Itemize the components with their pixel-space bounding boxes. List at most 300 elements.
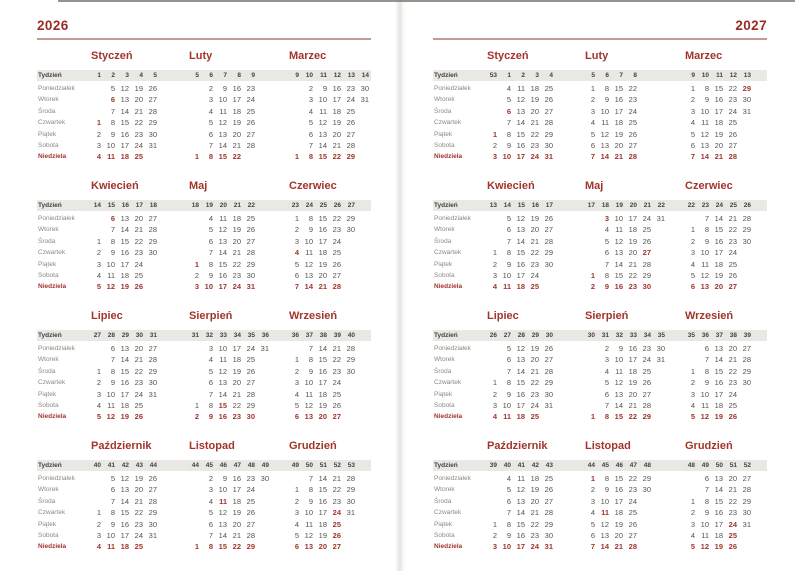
day-number-cell: 24 <box>134 389 143 399</box>
day-number-cell: 14 <box>516 508 525 518</box>
day-number-cell: 22 <box>628 412 637 422</box>
day-number-cell: 12 <box>218 118 227 128</box>
day-number-cell: 17 <box>714 389 723 399</box>
day-number-cell: 5 <box>690 542 695 552</box>
week-number-cell: 25 <box>319 202 327 209</box>
day-number-cell: 25 <box>332 248 341 258</box>
day-number-cell: 18 <box>232 106 241 116</box>
day-number-cell: 2 <box>590 282 595 292</box>
day-number-cell: 11 <box>305 389 313 399</box>
day-number-cell: 6 <box>704 474 709 483</box>
day-number-cell: 30 <box>260 474 269 483</box>
day-number-cell: 3 <box>690 519 695 529</box>
day-number-cell: 9 <box>110 248 115 258</box>
week-number-cell: 19 <box>615 202 623 209</box>
day-number-cell: 12 <box>218 508 227 518</box>
day-number-cell: 11 <box>517 84 525 93</box>
day-number-cell: 29 <box>148 366 157 376</box>
day-number-cell: 29 <box>346 214 355 223</box>
day-number-cell: 6 <box>506 355 511 365</box>
day-number-cell: 10 <box>304 236 313 246</box>
day-number-cell: 16 <box>318 366 327 376</box>
day-number-cell: 20 <box>318 542 327 552</box>
day-number-cell: 17 <box>120 141 129 150</box>
day-number-cell: 3 <box>604 355 609 365</box>
day-number-cell: 18 <box>332 106 341 116</box>
day-number-cell: 10 <box>700 519 709 529</box>
day-number-cell: 26 <box>544 344 553 353</box>
day-number-cell: 29 <box>246 542 255 552</box>
week-number-cell: 11 <box>320 72 327 79</box>
day-row-label: Sobota <box>434 142 455 149</box>
week-number-cell: 37 <box>305 332 313 339</box>
day-number-cell: 27 <box>246 519 255 529</box>
day-number-cell: 10 <box>318 95 327 105</box>
day-row <box>37 343 371 354</box>
day-number-cell: 12 <box>700 271 709 280</box>
day-number-cell: 15 <box>614 412 623 422</box>
day-number-cell: 5 <box>308 118 313 128</box>
day-number-cell: 11 <box>701 118 709 128</box>
day-number-cell: 17 <box>232 344 241 353</box>
week-number-cell: 16 <box>531 202 539 209</box>
month-title: Czerwiec <box>685 180 733 192</box>
week-number-cell: 46 <box>615 462 623 469</box>
day-number-cell: 27 <box>148 95 157 105</box>
month-title: Luty <box>189 50 213 62</box>
day-number-cell: 23 <box>134 129 143 139</box>
day-number-cell: 8 <box>208 542 213 552</box>
day-number-cell: 13 <box>218 378 227 388</box>
day-number-cell: 19 <box>120 282 129 292</box>
week-number-cell: 50 <box>305 462 313 469</box>
day-number-cell: 28 <box>628 152 637 162</box>
day-number-cell: 12 <box>516 344 525 353</box>
day-number-cell: 31 <box>742 519 751 529</box>
day-number-cell: 7 <box>110 355 115 365</box>
day-number-cell: 2 <box>492 259 497 269</box>
week-number-cell: 8 <box>633 72 637 79</box>
year-label: 2027 <box>735 18 767 33</box>
day-number-cell: 9 <box>322 84 327 93</box>
day-number-cell: 29 <box>148 118 157 128</box>
day-number-cell: 5 <box>690 271 695 280</box>
day-number-cell: 14 <box>218 389 227 399</box>
day-number-cell: 1 <box>492 378 497 388</box>
day-row-label: Środa <box>38 367 56 375</box>
day-number-cell: 16 <box>714 236 723 246</box>
day-number-cell: 27 <box>346 129 355 139</box>
day-number-cell: 8 <box>308 152 313 162</box>
day-number-cell: 6 <box>308 129 313 139</box>
day-number-cell: 29 <box>742 366 751 376</box>
day-number-cell: 4 <box>294 389 299 399</box>
day-number-cell: 10 <box>106 531 115 540</box>
week-number-cell: 18 <box>601 202 609 209</box>
day-number-cell: 29 <box>642 271 651 280</box>
day-number-cell: 24 <box>628 496 637 506</box>
day-number-cell: 8 <box>208 152 213 162</box>
week-number-cell: 13 <box>743 72 751 79</box>
day-row-label: Sobota <box>38 142 59 149</box>
week-number-cell: 42 <box>121 462 129 469</box>
day-number-cell: 3 <box>208 95 213 105</box>
day-number-cell: 17 <box>614 106 623 116</box>
day-row-label: Niedziela <box>434 413 463 421</box>
day-number-cell: 28 <box>742 485 751 495</box>
day-number-cell: 5 <box>690 129 695 139</box>
week-number-cell: 49 <box>261 462 269 469</box>
day-number-cell: 8 <box>604 84 609 93</box>
day-number-cell: 23 <box>246 84 255 93</box>
day-row-label: Czwartek <box>38 509 66 517</box>
day-number-cell: 17 <box>714 519 723 529</box>
day-number-cell: 31 <box>346 508 355 518</box>
day-number-cell: 11 <box>305 519 313 529</box>
day-number-cell: 29 <box>642 474 651 483</box>
day-number-cell: 23 <box>728 95 737 105</box>
day-number-cell: 14 <box>714 485 723 495</box>
day-row <box>37 541 371 552</box>
day-number-cell: 2 <box>96 519 101 529</box>
day-number-cell: 27 <box>544 106 553 116</box>
day-number-cell: 23 <box>232 271 241 280</box>
day-row-label: Wtorek <box>434 356 455 364</box>
day-number-cell: 29 <box>742 225 751 235</box>
day-number-cell: 18 <box>232 355 241 365</box>
day-row-label: Czwartek <box>434 509 462 517</box>
day-number-cell: 24 <box>246 485 255 495</box>
day-number-cell: 30 <box>544 389 553 399</box>
day-number-cell: 16 <box>614 282 623 292</box>
day-number-cell: 16 <box>516 389 525 399</box>
day-number-cell: 6 <box>690 282 695 292</box>
day-row-label: Poniedziałek <box>434 85 471 92</box>
day-row-label: Piątek <box>38 520 57 528</box>
day-number-cell: 15 <box>714 84 723 93</box>
day-number-cell: 19 <box>530 214 539 223</box>
day-number-cell: 3 <box>208 344 213 353</box>
day-row-label: Czwartek <box>38 119 66 127</box>
day-number-cell: 17 <box>120 389 129 399</box>
day-number-cell: 7 <box>110 496 115 506</box>
day-number-cell: 30 <box>742 95 751 105</box>
day-number-cell: 18 <box>614 118 623 128</box>
day-row <box>433 366 767 377</box>
day-row <box>37 400 371 411</box>
day-row-label: Poniedziałek <box>434 215 471 222</box>
day-number-cell: 28 <box>346 344 355 353</box>
month-title: Luty <box>585 50 609 62</box>
month-band <box>433 48 767 166</box>
day-number-cell: 15 <box>318 355 327 365</box>
day-number-cell: 13 <box>304 542 313 552</box>
day-number-cell: 19 <box>318 531 327 540</box>
day-number-cell: 4 <box>506 474 511 483</box>
week-number-bar <box>37 200 371 211</box>
day-number-cell: 21 <box>134 496 143 506</box>
day-row-label: Wtorek <box>434 486 455 494</box>
week-number-cell: 48 <box>247 462 255 469</box>
day-number-cell: 8 <box>506 248 511 258</box>
day-number-cell: 26 <box>642 236 651 246</box>
day-row-label: Piątek <box>434 130 453 138</box>
day-number-cell: 29 <box>642 412 651 422</box>
day-number-cell: 6 <box>110 214 115 223</box>
day-number-cell: 23 <box>346 84 355 93</box>
day-number-cell: 28 <box>346 474 355 483</box>
day-number-cell: 14 <box>218 141 227 150</box>
day-number-cell: 25 <box>642 225 651 235</box>
day-number-cell: 18 <box>628 366 637 376</box>
day-number-cell: 3 <box>294 378 299 388</box>
day-number-cell: 13 <box>120 214 129 223</box>
week-number-cell: 32 <box>205 332 213 339</box>
day-number-cell: 1 <box>492 248 497 258</box>
day-number-cell: 23 <box>628 485 637 495</box>
day-number-cell: 14 <box>218 248 227 258</box>
day-row-label: Sobota <box>434 272 455 279</box>
week-number-cell: 36 <box>701 332 709 339</box>
week-row-label: Tydzień <box>38 462 62 469</box>
day-number-cell: 15 <box>714 366 723 376</box>
day-number-cell: 23 <box>642 344 651 353</box>
day-number-cell: 12 <box>106 412 115 422</box>
day-number-cell: 10 <box>502 271 511 280</box>
day-number-cell: 21 <box>232 389 241 399</box>
month-title: Lipiec <box>91 310 123 322</box>
day-number-cell: 21 <box>530 236 539 246</box>
day-number-cell: 23 <box>628 95 637 105</box>
day-number-cell: 6 <box>506 106 511 116</box>
week-number-cell: 22 <box>657 202 665 209</box>
day-number-cell: 9 <box>110 129 115 139</box>
day-number-cell: 10 <box>218 95 227 105</box>
day-number-cell: 19 <box>614 129 623 139</box>
week-number-cell: 13 <box>347 72 355 79</box>
day-number-cell: 26 <box>544 485 553 495</box>
day-number-cell: 19 <box>714 129 723 139</box>
day-number-cell: 15 <box>120 366 129 376</box>
day-number-cell: 29 <box>742 84 751 93</box>
week-number-cell: 27 <box>347 202 355 209</box>
day-number-cell: 4 <box>208 214 213 223</box>
day-number-cell: 7 <box>110 106 115 116</box>
day-row-label: Niedziela <box>38 283 67 291</box>
day-number-cell: 26 <box>148 84 157 93</box>
day-number-cell: 8 <box>208 259 213 269</box>
day-number-cell: 1 <box>96 118 101 128</box>
day-row <box>37 389 371 400</box>
day-number-cell: 13 <box>600 141 609 150</box>
week-number-cell: 25 <box>729 202 737 209</box>
day-number-cell: 11 <box>615 225 623 235</box>
day-row <box>433 106 767 117</box>
day-number-cell: 16 <box>516 259 525 269</box>
day-number-cell: 19 <box>530 485 539 495</box>
day-number-cell: 26 <box>728 129 737 139</box>
day-number-cell: 5 <box>506 485 511 495</box>
day-number-cell: 6 <box>294 271 299 280</box>
week-number-cell: 3 <box>535 72 539 79</box>
day-number-cell: 3 <box>690 106 695 116</box>
day-row-label: Piątek <box>38 260 57 268</box>
day-row <box>433 247 767 258</box>
day-number-cell: 14 <box>318 474 327 483</box>
day-number-cell: 11 <box>701 259 709 269</box>
day-row-label: Sobota <box>434 532 455 539</box>
day-number-cell: 10 <box>304 378 313 388</box>
day-number-cell: 7 <box>294 282 299 292</box>
day-number-cell: 23 <box>530 141 539 150</box>
day-number-cell: 10 <box>600 106 609 116</box>
day-row <box>37 507 371 518</box>
day-number-cell: 13 <box>120 485 129 495</box>
day-number-cell: 9 <box>704 236 709 246</box>
day-number-cell: 4 <box>492 282 497 292</box>
day-number-cell: 8 <box>308 214 313 223</box>
week-row-label: Tydzień <box>38 72 62 79</box>
day-row <box>433 213 767 224</box>
day-number-cell: 4 <box>492 412 497 422</box>
day-number-cell: 6 <box>506 225 511 235</box>
day-number-cell: 2 <box>194 271 199 280</box>
day-number-cell: 16 <box>628 344 637 353</box>
day-number-cell: 9 <box>208 412 213 422</box>
day-number-cell: 10 <box>700 106 709 116</box>
day-number-cell: 26 <box>628 129 637 139</box>
day-number-cell: 27 <box>628 531 637 540</box>
week-number-cell: 33 <box>219 332 227 339</box>
day-number-cell: 2 <box>690 236 695 246</box>
day-number-cell: 13 <box>304 271 313 280</box>
day-number-cell: 22 <box>134 118 143 128</box>
week-number-cell: 15 <box>107 202 115 209</box>
day-number-cell: 31 <box>260 344 269 353</box>
month-title: Grudzień <box>685 440 733 452</box>
day-number-cell: 20 <box>232 519 241 529</box>
day-number-cell: 16 <box>232 84 241 93</box>
day-number-cell: 31 <box>148 141 157 150</box>
day-row-label: Niedziela <box>38 153 67 161</box>
week-row-label: Tydzień <box>434 332 458 339</box>
day-number-cell: 16 <box>318 225 327 235</box>
day-number-cell: 4 <box>506 84 511 93</box>
day-row-label: Niedziela <box>38 413 67 421</box>
day-number-cell: 21 <box>134 355 143 365</box>
day-number-cell: 19 <box>232 508 241 518</box>
day-number-cell: 4 <box>308 106 313 116</box>
week-number-cell: 30 <box>587 332 595 339</box>
day-number-cell: 15 <box>318 152 327 162</box>
day-row <box>433 354 767 365</box>
week-number-cell: 8 <box>237 72 241 79</box>
day-row-label: Piątek <box>434 260 453 268</box>
day-number-cell: 8 <box>308 355 313 365</box>
day-number-cell: 6 <box>208 236 213 246</box>
day-row <box>433 473 767 484</box>
day-number-cell: 13 <box>714 344 723 353</box>
day-number-cell: 1 <box>194 259 199 269</box>
day-number-cell: 11 <box>107 542 115 552</box>
day-number-cell: 12 <box>516 485 525 495</box>
day-number-cell: 16 <box>232 474 241 483</box>
day-number-cell: 11 <box>219 496 227 506</box>
month-title: Maj <box>189 180 208 192</box>
day-number-cell: 24 <box>134 141 143 150</box>
day-number-cell: 30 <box>148 248 157 258</box>
day-number-cell: 9 <box>604 485 609 495</box>
day-number-cell: 14 <box>516 236 525 246</box>
day-number-cell: 15 <box>516 378 525 388</box>
day-number-cell: 18 <box>516 412 525 422</box>
day-number-cell: 26 <box>628 519 637 529</box>
day-number-cell: 3 <box>690 389 695 399</box>
day-number-cell: 12 <box>218 225 227 235</box>
day-number-cell: 13 <box>516 225 525 235</box>
week-row-label: Tydzień <box>38 202 62 209</box>
day-number-cell: 30 <box>360 84 369 93</box>
day-number-cell: 8 <box>506 129 511 139</box>
day-number-cell: 3 <box>96 141 101 150</box>
day-number-cell: 4 <box>590 508 595 518</box>
week-number-cell: 7 <box>223 72 227 79</box>
day-number-cell: 15 <box>714 225 723 235</box>
month-title: Styczeń <box>487 50 529 62</box>
day-number-cell: 13 <box>614 248 623 258</box>
week-number-cell: 53 <box>489 72 497 79</box>
day-number-cell: 29 <box>246 401 255 410</box>
day-number-cell: 7 <box>704 355 709 365</box>
week-number-cell: 30 <box>545 332 553 339</box>
day-number-cell: 6 <box>704 344 709 353</box>
day-number-cell: 19 <box>134 474 143 483</box>
day-row <box>37 496 371 507</box>
day-number-cell: 31 <box>544 542 553 552</box>
week-number-cell: 50 <box>715 462 723 469</box>
month-band <box>37 48 371 166</box>
day-number-cell: 18 <box>318 248 327 258</box>
day-row <box>37 236 371 247</box>
day-number-cell: 20 <box>530 225 539 235</box>
day-number-cell: 2 <box>294 225 299 235</box>
day-number-cell: 30 <box>346 225 355 235</box>
day-number-cell: 14 <box>600 152 609 162</box>
day-number-cell: 29 <box>544 248 553 258</box>
day-number-cell: 7 <box>704 214 709 223</box>
day-number-cell: 22 <box>134 366 143 376</box>
day-number-cell: 1 <box>590 271 595 280</box>
day-number-cell: 24 <box>530 542 539 552</box>
day-number-cell: 20 <box>530 496 539 506</box>
day-number-cell: 27 <box>544 496 553 506</box>
day-number-cell: 6 <box>690 141 695 150</box>
day-number-cell: 31 <box>544 152 553 162</box>
day-number-cell: 5 <box>208 225 213 235</box>
month-title: Styczeń <box>91 50 133 62</box>
day-row <box>37 129 371 140</box>
day-row <box>433 236 767 247</box>
day-number-cell: 20 <box>318 412 327 422</box>
day-number-cell: 17 <box>318 236 327 246</box>
day-row-label: Sobota <box>38 402 59 409</box>
day-number-cell: 10 <box>304 508 313 518</box>
day-number-cell: 18 <box>714 531 723 540</box>
day-number-cell: 8 <box>704 366 709 376</box>
day-row-label: Niedziela <box>434 153 463 161</box>
day-number-cell: 20 <box>714 141 723 150</box>
day-row-label: Środa <box>38 237 56 245</box>
